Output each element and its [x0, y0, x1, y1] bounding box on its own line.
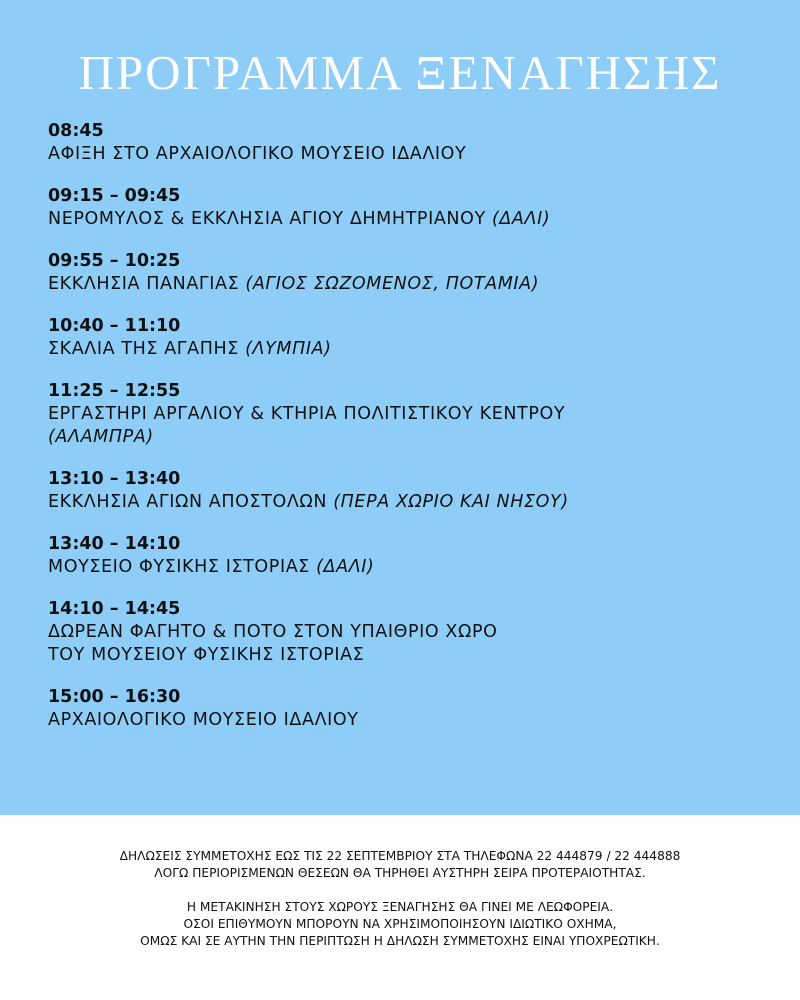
schedule-item [48, 120, 768, 166]
schedule-desc [48, 273, 768, 296]
notice-line: ΟΣΟΙ ΕΠΙΘΥΜΟΥΝ ΜΠΟΡΟΥΝ ΝΑ ΧΡΗΣΙΜΟΠΟΙΗΣΟΥΝ ΙΔΙΩΤΙΚΟ ΟΧΗΜΑ, [183, 917, 617, 931]
schedule-place: ΤΟΥ ΜΟΥΣΕΙΟΥ ΦΥΣΙΚΗΣ ΙΣΤΟΡΙΑΣ [48, 645, 365, 665]
schedule-place: ΕΚΚΛΗΣΙΑ ΑΓΙΩΝ ΑΠΟΣΤΟΛΩΝ [48, 492, 328, 512]
schedule-time: 11:25 – 12:55 [48, 381, 181, 401]
schedule-desc [48, 709, 768, 732]
schedule-desc [48, 338, 768, 361]
notice-line: ΔΗΛΩΣΕΙΣ ΣΥΜΜΕΤΟΧΗΣ ΕΩΣ ΤΙΣ 22 ΣΕΠΤΕΜΒΡΙΟΥ ΣΤΑ ΤΗΛΕΦΩΝΑ 22 444879 / 22 444888 [119, 849, 681, 863]
schedule-time: 14:10 – 14:45 [48, 599, 181, 619]
schedule-location: (ΔΑΛΙ) [316, 557, 375, 577]
schedule-desc [48, 143, 768, 166]
schedule-desc [48, 208, 768, 231]
schedule-time: 13:40 – 14:10 [48, 534, 181, 554]
schedule-item [48, 468, 768, 514]
schedule-item [48, 380, 768, 449]
schedule-time: 10:40 – 11:10 [48, 316, 181, 336]
schedule-desc [48, 621, 768, 644]
schedule-item [48, 315, 768, 361]
schedule-location: (ΔΑΛΙ) [491, 209, 551, 229]
schedule-place: ΝΕΡΟΜΥΛΟΣ & ΕΚΚΛΗΣΙΑ ΑΓΙΟΥ ΔΗΜΗΤΡΙΑΝΟΥ [48, 209, 486, 229]
schedule-location: (ΑΓΙΟΣ ΣΩΖΟΜΕΝΟΣ, ΠΟΤΑΜΙΑ) [245, 274, 540, 294]
schedule-item [48, 686, 768, 732]
schedule-time: 09:15 – 09:45 [48, 186, 181, 206]
schedule-desc [48, 644, 768, 667]
schedule-time: 15:00 – 16:30 [48, 687, 181, 707]
schedule-time: 08:45 [48, 121, 104, 141]
schedule-time: 09:55 – 10:25 [48, 251, 181, 271]
notice-spacer [0, 882, 800, 899]
schedule-list [48, 120, 768, 751]
schedule-place: ΜΟΥΣΕΙΟ ΦΥΣΙΚΗΣ ΙΣΤΟΡΙΑΣ [48, 557, 310, 577]
notice-line: ΛΟΓΩ ΠΕΡΙΟΡΙΣΜΕΝΩΝ ΘΕΣΕΩΝ ΘΑ ΤΗΡΗΘΕΙ ΑΥΣΤΗΡΗ ΣΕΙΡΑ ΠΡΟΤΕΡΑΙΟΤΗΤΑΣ. [154, 866, 646, 880]
schedule-location: (ΛΥΜΠΙΑ) [245, 339, 332, 359]
schedule-item [48, 598, 768, 667]
schedule-place: ΔΩΡΕΑΝ ΦΑΓΗΤΟ & ΠΟΤΟ ΣΤΟΝ ΥΠΑΙΘΡΙΟ ΧΩΡΟ [48, 622, 498, 642]
schedule-place: ΑΡΧΑΙΟΛΟΓΙΚΟ ΜΟΥΣΕΙΟ ΙΔΑΛΙΟΥ [48, 710, 359, 730]
schedule-desc [48, 556, 768, 579]
notice-line: ΟΜΩΣ ΚΑΙ ΣΕ ΑΥΤΗΝ ΤΗΝ ΠΕΡΙΠΤΩΣΗ Η ΔΗΛΩΣΗ ΣΥΜΜΕΤΟΧΗΣ ΕΙΝΑΙ ΥΠΟΧΡΕΩΤΙΚΗ. [140, 934, 660, 948]
schedule-place: ΕΡΓΑΣΤΗΡΙ ΑΡΓΑΛΙΟΥ & ΚΤΗΡΙΑ ΠΟΛΙΤΙΣΤΙΚΟΥ ΚΕΝΤΡΟΥ [48, 404, 566, 424]
schedule-item [48, 185, 768, 231]
schedule-item [48, 250, 768, 296]
notice-section [0, 848, 800, 950]
page-title: ΠΡΟΓΡΑΜΜΑ ΞΕΝΑΓΗΣΗΣ [78, 45, 722, 100]
schedule-location: (ΑΛΑΜΠΡΑ) [48, 427, 154, 447]
schedule-location: (ΠΕΡΑ ΧΩΡΙΟ ΚΑΙ ΝΗΣΟΥ) [333, 492, 569, 512]
schedule-place: ΣΚΑΛΙΑ ΤΗΣ ΑΓΑΠΗΣ [48, 339, 239, 359]
schedule-place: ΕΚΚΛΗΣΙΑ ΠΑΝΑΓΙΑΣ [48, 274, 240, 294]
notice-line: Η ΜΕΤΑΚΙΝΗΣΗ ΣΤΟΥΣ ΧΩΡΟΥΣ ΞΕΝΑΓΗΣΗΣ ΘΑ ΓΙΝΕΙ ΜΕ ΛΕΩΦΟΡΕΙΑ. [186, 900, 614, 914]
schedule-place: ΑΦΙΞΗ ΣΤΟ ΑΡΧΑΙΟΛΟΓΙΚΟ ΜΟΥΣΕΙΟ ΙΔΑΛΙΟΥ [48, 144, 467, 164]
schedule-desc [48, 491, 768, 514]
schedule-time: 13:10 – 13:40 [48, 469, 181, 489]
schedule-desc [48, 426, 768, 449]
schedule-item [48, 533, 768, 579]
schedule-desc [48, 403, 768, 426]
